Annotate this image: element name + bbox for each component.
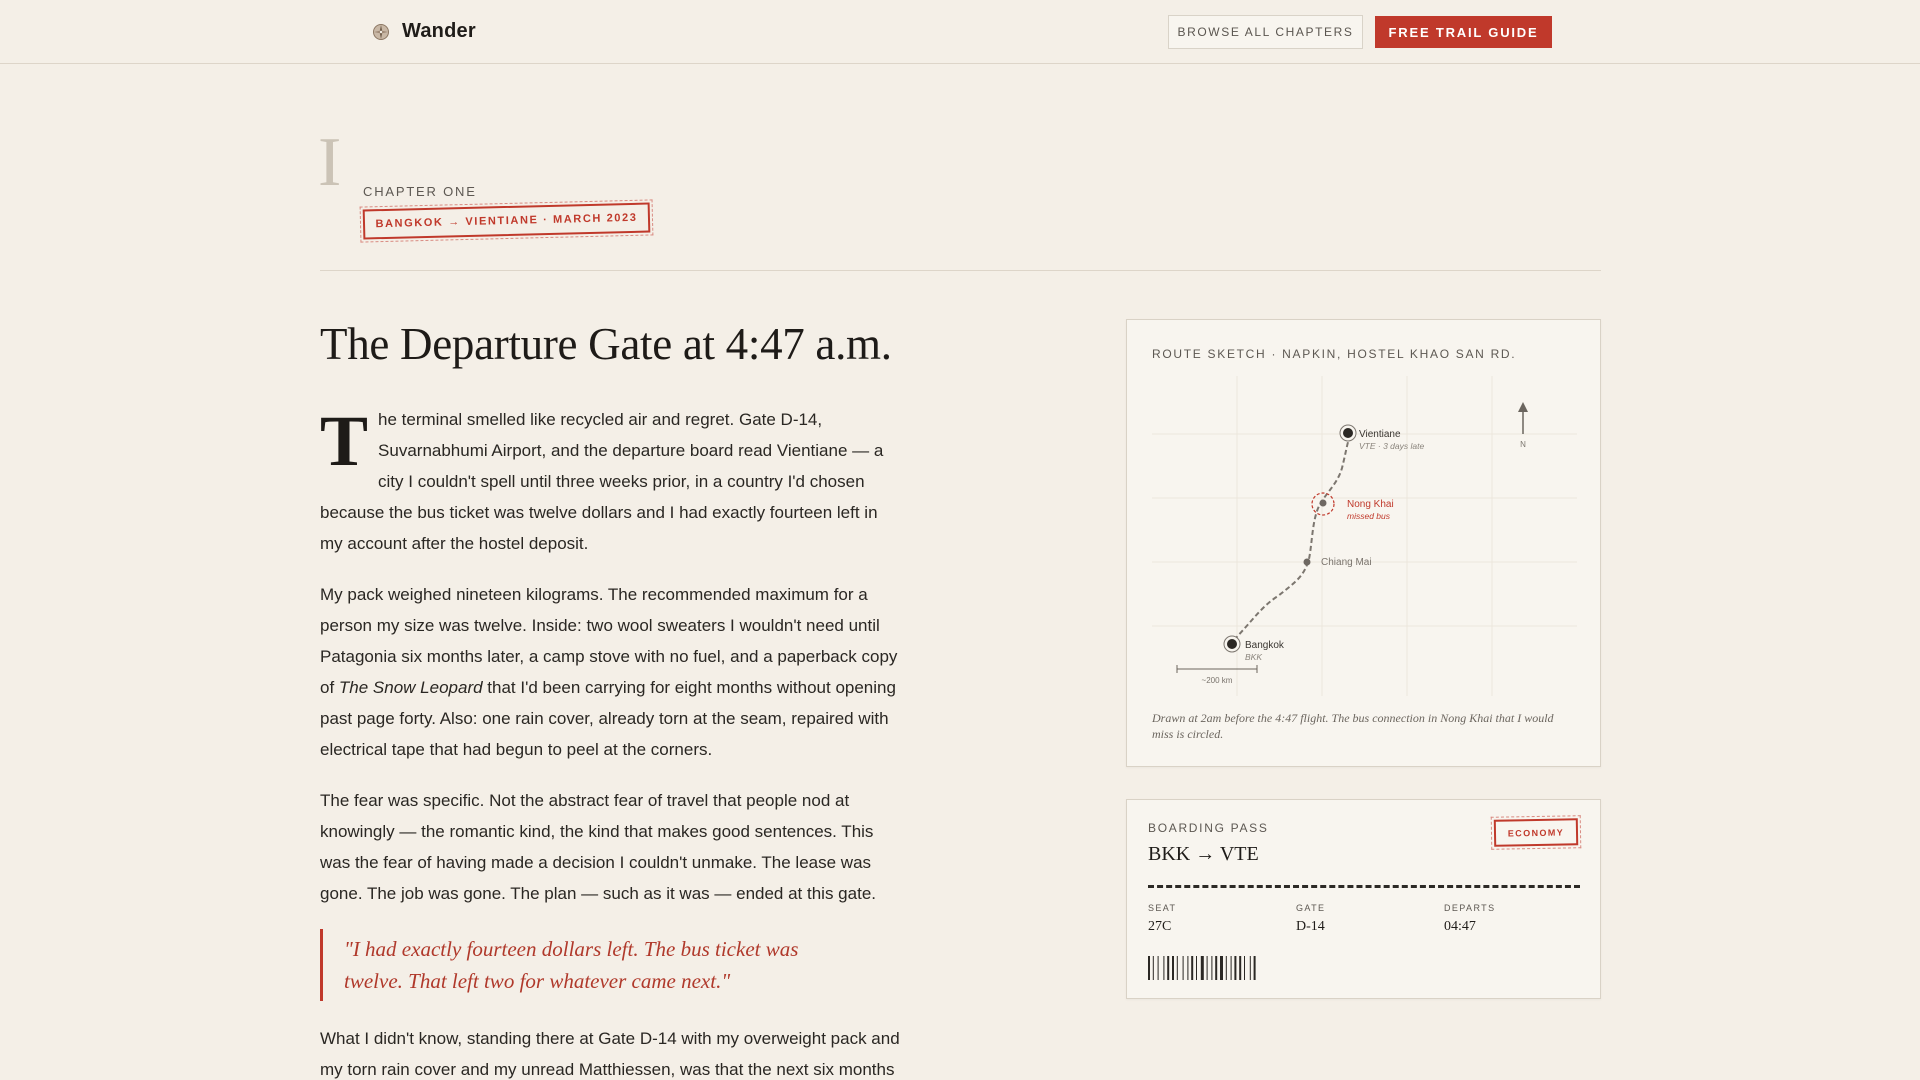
free-trail-guide-button[interactable]: FREE TRAIL GUIDE	[1375, 16, 1552, 48]
gate-field	[1296, 903, 1325, 935]
barcode-bar	[1231, 956, 1232, 980]
article-title: The Departure Gate at 4:47 a.m.	[320, 319, 892, 369]
stop-note: VTE · 3 days late	[1359, 441, 1425, 451]
route-map	[1152, 376, 1577, 696]
field-label: GATE	[1296, 903, 1326, 913]
chapter-route-stamp: BANGKOK → VIENTIANE · MARCH 2023	[363, 202, 651, 239]
field-label: SEAT	[1148, 903, 1177, 913]
route-sketch-card	[1126, 319, 1601, 767]
stop-note: missed bus	[1347, 511, 1390, 521]
barcode-bar	[1215, 956, 1217, 980]
barcode-bar	[1226, 956, 1227, 980]
vientiane-marker	[1343, 428, 1353, 438]
chapter-divider	[320, 270, 1601, 271]
barcode-bar	[1183, 956, 1184, 980]
boarding-pass-label: BOARDING PASS	[1148, 821, 1269, 835]
paragraph-text: My pack weighed nineteen kilograms. The recommended maximum for a person my size was twelve. Inside: two wool sweaters I wouldn't need until Patagonia six months later, a camp stove with no fuel, and a paperback copy of	[320, 585, 898, 697]
brand-name: Wander	[402, 20, 476, 42]
barcode-bar	[1187, 956, 1188, 980]
barcode-bar	[1172, 956, 1174, 980]
scale-bar	[1177, 665, 1257, 673]
route-caption: Drawn at 2am before the 4:47 flight. The bus connection in Nong Khai that I would miss is circled.	[1152, 711, 1554, 741]
barcode-bar	[1234, 956, 1236, 980]
paragraph-text: he terminal smelled like recycled air and regret. Gate D-14, Suvarnabhumi Airport, and the departure board read Vientiane — a city I couldn't spell until three weeks prior, in a country I'd chosen because the bus ticket was twelve dollars and I had exactly fourteen left in my account after the hostel deposit.	[320, 410, 884, 553]
barcode-bar	[1163, 956, 1164, 980]
barcode-bar	[1196, 956, 1197, 980]
article-paragraph: The fear was specific. Not the abstract fear of travel that people nod at knowingly — the romantic kind, the kind that makes good sentences. This was the fear of having made a decision I couldn't unmake. The lease was gone. The job was gone. The plan — such as it was — ended at this gate.	[320, 791, 876, 903]
stop-name: Nong Khai	[1347, 499, 1394, 510]
article-paragraph: What I didn't know, standing there at Gate D-14 with my overweight pack and my torn rain cover and my unread Matthiessen, was that the next six months	[320, 1029, 900, 1079]
barcode-bar	[1158, 956, 1159, 980]
barcode-bar	[1167, 956, 1169, 980]
article-paragraph	[320, 401, 902, 559]
barcode-bar	[1239, 956, 1241, 980]
perforation-line	[1148, 885, 1580, 888]
brand-link[interactable]	[372, 20, 476, 43]
stop-name: Vientiane	[1359, 429, 1401, 440]
barcode-bar	[1191, 956, 1193, 980]
chiang-mai-marker	[1304, 559, 1311, 566]
barcode-bar	[1211, 956, 1212, 980]
barcode-bar	[1244, 956, 1245, 980]
browse-chapters-button[interactable]: BROWSE ALL CHAPTERS	[1168, 15, 1363, 49]
article-body	[320, 401, 902, 1080]
boarding-pass-card	[1126, 799, 1601, 999]
flight-route: BKK → VTE	[1148, 843, 1259, 865]
stop-name: Chiang Mai	[1321, 557, 1372, 568]
scale-label: ~200 km	[1201, 676, 1233, 685]
drop-cap: T	[320, 401, 369, 481]
pull-quote: "I had exactly fourteen dollars left. The bus ticket was twelve. That left two for whatever came next."	[320, 929, 800, 1001]
stop-note: BKK	[1245, 652, 1263, 662]
barcode-bar	[1207, 956, 1208, 980]
barcode-bar	[1220, 956, 1223, 980]
stop-name: Bangkok	[1245, 640, 1284, 651]
field-value: 04:47	[1444, 919, 1476, 934]
class-stamp: ECONOMY	[1494, 818, 1578, 846]
field-value: 27C	[1148, 919, 1172, 934]
barcode-bar	[1254, 956, 1256, 980]
chapter-label: CHAPTER ONE	[363, 184, 477, 199]
map-grid	[1152, 376, 1577, 696]
bangkok-marker	[1227, 639, 1237, 649]
book-title: The Snow Leopard	[338, 678, 483, 697]
paragraph-text: that I'd been carrying for eight months without opening past page forty. Also: one rain cover, already torn at the seam, repaired with electrical tape that had begun to peel at the corners.	[320, 678, 896, 759]
departs-field	[1444, 903, 1495, 935]
barcode-bar	[1177, 956, 1178, 980]
north-arrow-icon	[1518, 402, 1528, 434]
article-paragraph	[320, 579, 902, 765]
top-bar	[0, 0, 1920, 64]
barcode-icon	[1148, 956, 1282, 980]
barcode-bar	[1201, 956, 1204, 980]
field-label: DEPARTS	[1444, 903, 1496, 913]
seat-field	[1148, 903, 1176, 935]
compass-rose-icon	[372, 23, 390, 41]
route-path	[1234, 442, 1348, 640]
chapter-numeral: I	[318, 124, 342, 201]
barcode-bar	[1250, 956, 1251, 980]
barcode-bar	[1153, 956, 1154, 980]
barcode-bar	[1148, 956, 1150, 980]
north-label: N	[1520, 440, 1526, 449]
route-sketch-label: ROUTE SKETCH · NAPKIN, HOSTEL KHAO SAN RD.	[1152, 347, 1517, 361]
field-value: D-14	[1296, 919, 1325, 934]
nong-khai-marker	[1320, 500, 1327, 507]
